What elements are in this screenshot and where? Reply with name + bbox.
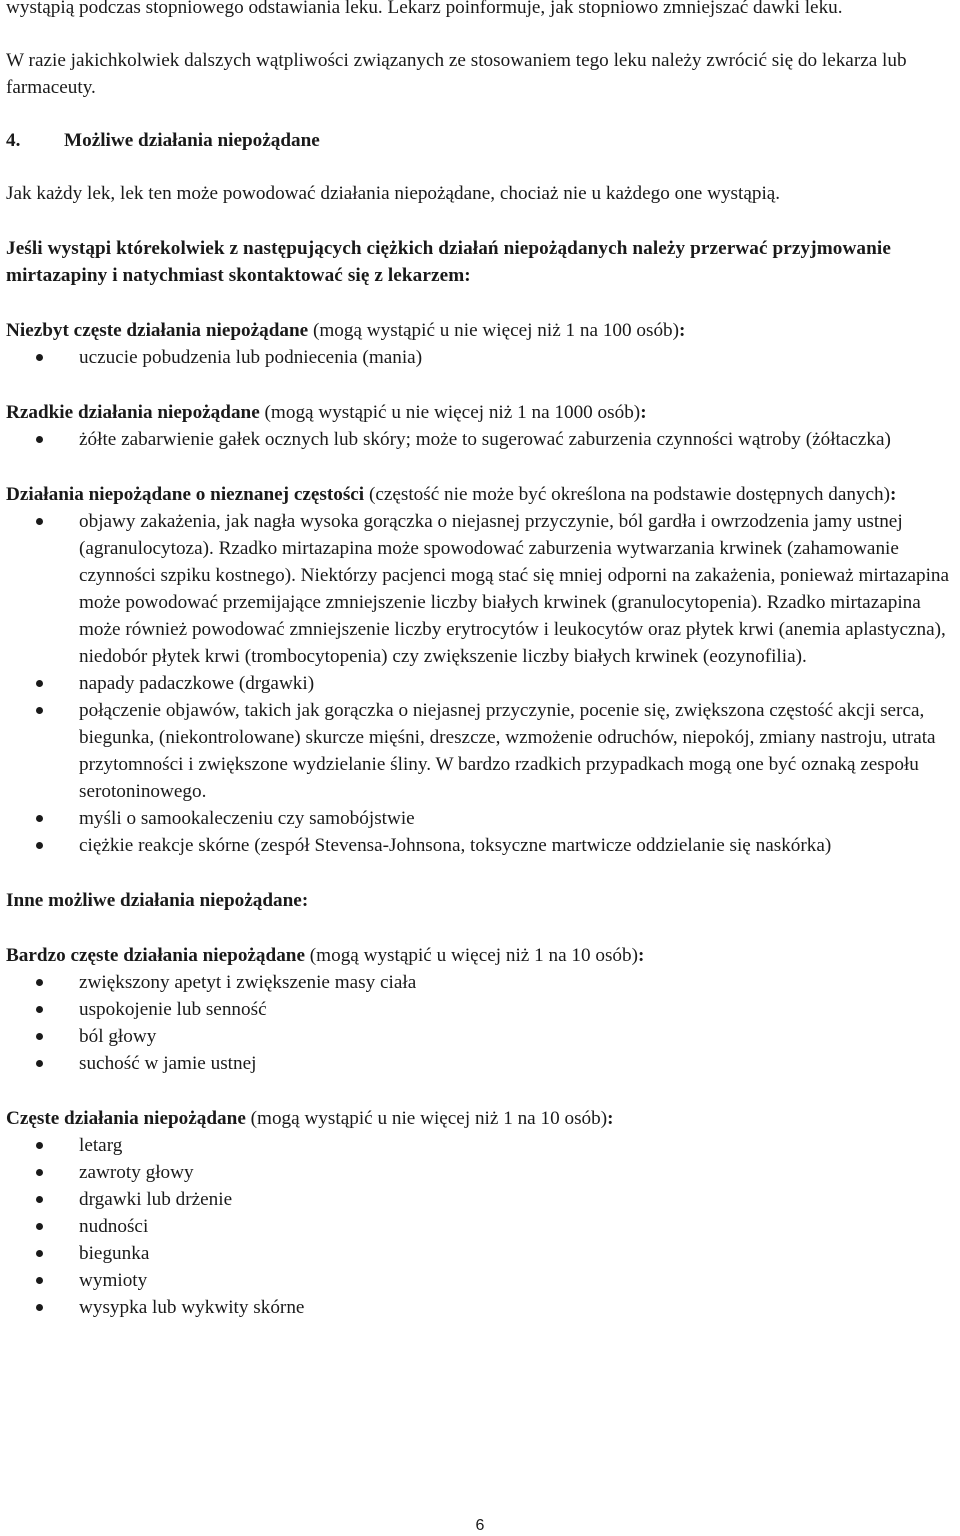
list-item: zawroty głowy: [6, 1159, 956, 1186]
list-item: objawy zakażenia, jak nagła wysoka gorączka o niejasnej przyczynie, ból gardła i owrzodzenia jamy ustnej (agranulocytoza). Rzadko mirtazapina może spowodować zaburzenia wytwarzania krwinek (zahamowanie czynności szpiku kostnego). Niektórzy pacjenci mogą stać się mniej odporni na zakażenia, ponieważ mirtazapina może powodować przemijające zmniejszenie liczby białych krwinek (granulocytopenia). Rzadko mirtazapina może również powodować zmniejszenie liczby erytrocytów i leukocytów oraz płytek krwi (anemia aplastyczna), niedobór płytek krwi (trombocytopenia) czy zwiększenie liczby białych krwinek (eozynofilia).: [6, 508, 956, 670]
list-item: suchość w jamie ustnej: [6, 1050, 956, 1077]
list-item: myśli o samookaleczeniu czy samobójstwie: [6, 805, 956, 832]
warning-paragraph: Jeśli wystąpi którekolwiek z następujących ciężkich działań niepożądanych należy przerwać przyjmowanie mirtazapiny i natychmiast skontaktować się z lekarzem:: [6, 238, 891, 286]
intro-paragraph-2: W razie jakichkolwiek dalszych wątpliwości związanych ze stosowaniem tego leku należy zwrócić się do lekarza lub farmaceuty.: [6, 50, 907, 98]
bullet-list: [6, 969, 956, 1077]
section-number: 4.: [6, 130, 21, 151]
frequency-heading: Bardzo częste działania niepożądane (mogą wystąpić u więcej niż 1 na 10 osób):: [6, 945, 645, 966]
document-page: [6, 0, 956, 1321]
frequency-range: (częstość nie może być określona na podstawie dostępnych danych): [368, 484, 891, 505]
frequency-label: Częste działania niepożądane: [6, 1108, 246, 1129]
list-item: żółte zabarwienie gałek ocznych lub skóry; może to sugerować zaburzenia czynności wątroby (żółtaczka): [6, 426, 956, 453]
frequency-heading: Częste działania niepożądane (mogą wystąpić u nie więcej niż 1 na 10 osób):: [6, 1108, 614, 1129]
section-title: Możliwe działania niepożądane: [64, 130, 320, 151]
bullet-list: [6, 344, 956, 371]
frequency-heading: Rzadkie działania niepożądane (mogą wystąpić u nie więcej niż 1 na 1000 osób):: [6, 402, 647, 423]
list-item: nudności: [6, 1213, 956, 1240]
frequency-label: Bardzo częste działania niepożądane: [6, 945, 305, 966]
section-heading: [6, 127, 956, 154]
frequency-range: (mogą wystąpić u nie więcej niż 1 na 10 osób): [250, 1108, 608, 1129]
bullet-list: [6, 508, 956, 859]
list-item: uspokojenie lub senność: [6, 996, 956, 1023]
frequency-heading: Niezbyt częste działania niepożądane (mogą wystąpić u nie więcej niż 1 na 100 osób):: [6, 320, 686, 341]
list-item: drgawki lub drżenie: [6, 1186, 956, 1213]
frequency-range: (mogą wystąpić u nie więcej niż 1 na 1000 osób): [264, 402, 641, 423]
list-item: połączenie objawów, takich jak gorączka o niejasnej przyczynie, pocenie się, zwiększona częstość akcji serca, biegunka, (niekontrolowane) skurcze mięśni, dreszcze, wzmożenie odruchów, niepokój, zmiany nastroju, utrata przytomności i zwiększone wydzielanie śliny. W bardzo rzadkich przypadkach mogą one być oznaką zespołu serotoninowego.: [6, 697, 956, 805]
list-item: napady padaczkowe (drgawki): [6, 670, 956, 697]
bullet-list: [6, 1132, 956, 1321]
intro-paragraph-1: wystąpią podczas stopniowego odstawiania leku. Lekarz poinformuje, jak stopniowo zmniejszać dawki leku.: [6, 0, 843, 18]
list-item: zwiększony apetyt i zwiększenie masy ciała: [6, 969, 956, 996]
list-item: ciężkie reakcje skórne (zespół Stevensa-Johnsona, toksyczne martwicze oddzielanie się naskórka): [6, 832, 956, 859]
frequency-label: Niezbyt częste działania niepożądane: [6, 320, 309, 341]
frequency-heading: Działania niepożądane o nieznanej częstości (częstość nie może być określona na podstawie dostępnych danych):: [6, 484, 897, 505]
frequency-range: (mogą wystąpić u więcej niż 1 na 10 osób): [309, 945, 639, 966]
frequency-label: Działania niepożądane o nieznanej częstości: [6, 484, 365, 505]
bullet-list: [6, 426, 956, 453]
page-number: 6: [475, 1517, 485, 1534]
list-item: wysypka lub wykwity skórne: [6, 1294, 956, 1321]
section-lead: Jak każdy lek, lek ten może powodować działania niepożądane, chociaż nie u każdego one wystąpią.: [6, 183, 781, 204]
list-item: uczucie pobudzenia lub podniecenia (mania): [6, 344, 956, 371]
list-item: wymioty: [6, 1267, 956, 1294]
list-item: biegunka: [6, 1240, 956, 1267]
frequency-label: Rzadkie działania niepożądane: [6, 402, 260, 423]
other-effects-heading: Inne możliwe działania niepożądane:: [6, 890, 309, 911]
frequency-range: (mogą wystąpić u nie więcej niż 1 na 100 osób): [312, 320, 680, 341]
list-item: ból głowy: [6, 1023, 956, 1050]
list-item: letarg: [6, 1132, 956, 1159]
